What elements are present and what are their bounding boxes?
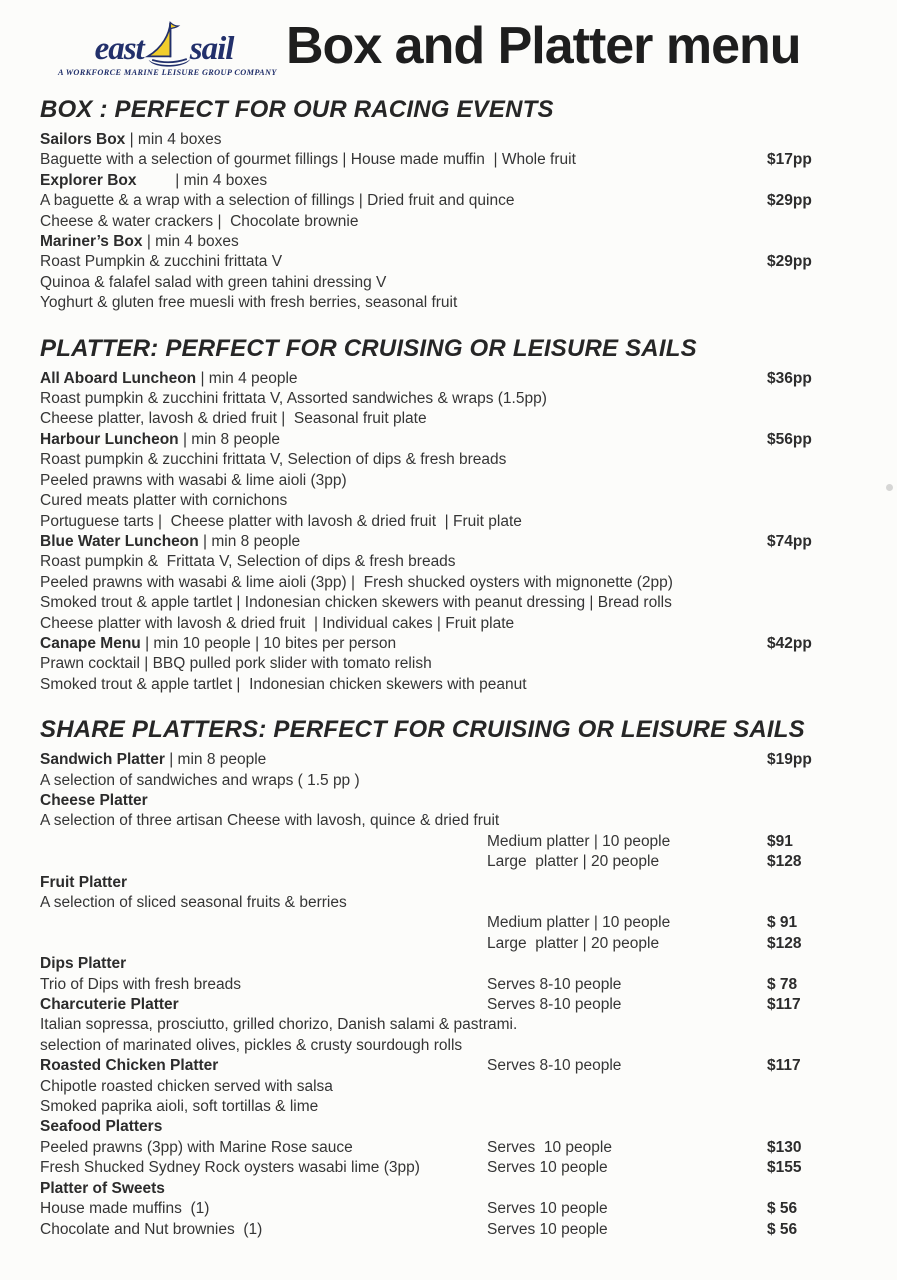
- menu-row: [40, 771, 867, 791]
- page-title: Box and Platter menu: [286, 17, 801, 75]
- serves-text: Serves 8-10 people: [487, 975, 622, 993]
- item-name: Fruit Platter: [40, 873, 127, 891]
- item-name: All Aboard Luncheon: [40, 369, 197, 387]
- serves-text: Medium platter | 10 people: [487, 914, 671, 932]
- logo-tagline: A WORKFORCE MARINE LEISURE GROUP COMPANY: [58, 68, 277, 77]
- price: $19pp: [767, 751, 812, 769]
- menu-row: [40, 954, 867, 974]
- item-text: [40, 1015, 518, 1035]
- menu-row: [40, 212, 867, 232]
- menu-row: [40, 191, 867, 211]
- item-desc: Peeled prawns (3pp) with Marine Rose sauce: [40, 1138, 353, 1156]
- serves-text: Serves 10 people: [487, 1220, 608, 1238]
- menu-row: [40, 273, 867, 293]
- item-text: [40, 1077, 487, 1097]
- serves-text: Serves 10 people: [487, 1200, 608, 1218]
- menu-row: [40, 130, 867, 150]
- serves-text: Serves 10 people: [487, 1159, 608, 1177]
- item-desc: A selection of three artisan Cheese with lavosh, quince & dried fruit: [40, 812, 500, 830]
- menu-row: [40, 409, 867, 429]
- item-text: [40, 634, 487, 654]
- price: $17pp: [767, 151, 812, 169]
- price: $91: [767, 832, 793, 850]
- item-name: Sandwich Platter: [40, 751, 165, 769]
- serves-text: Large platter | 20 people: [487, 853, 660, 871]
- item-name: Canape Menu: [40, 634, 141, 652]
- menu-row: [40, 1036, 867, 1056]
- serves-text: Serves 8-10 people: [487, 996, 622, 1014]
- price: $29pp: [767, 192, 812, 210]
- item-desc: Portuguese tarts | Cheese platter with lavosh & dried fruit | Fruit plate: [40, 512, 522, 530]
- item-text: [40, 995, 487, 1015]
- item-text: [40, 1117, 487, 1137]
- price: $130: [767, 1138, 802, 1156]
- item-desc: A selection of sliced seasonal fruits & berries: [40, 894, 347, 911]
- price: $155: [767, 1159, 802, 1177]
- serves-text: Large platter | 20 people: [487, 934, 660, 952]
- menu-row: [40, 252, 867, 272]
- item-desc: Baguette with a selection of gourmet fillings | House made muffin | Whole fruit: [40, 151, 576, 169]
- price: $74pp: [767, 532, 812, 550]
- menu-row: [40, 1138, 867, 1158]
- item-text: [40, 1220, 487, 1240]
- item-desc: | min 10 people | 10 bites per person: [140, 634, 397, 652]
- item-text: [40, 975, 487, 995]
- item-text: [40, 771, 487, 791]
- sailboat-icon: [140, 20, 192, 72]
- price: $42pp: [767, 634, 812, 652]
- item-text: [40, 450, 507, 470]
- item-text: [40, 1056, 487, 1076]
- item-name: Blue Water Luncheon: [40, 532, 199, 550]
- item-desc: | min 4 boxes: [142, 233, 239, 251]
- price: $36pp: [767, 369, 812, 387]
- item-text: [40, 171, 487, 191]
- item-text: [40, 811, 500, 831]
- item-text: [40, 791, 487, 811]
- item-text: [40, 573, 673, 593]
- menu-row: [40, 491, 867, 511]
- menu-row: [40, 634, 867, 654]
- menu-row: [40, 893, 867, 913]
- item-name: Cheese Platter: [40, 791, 148, 809]
- header: [40, 16, 867, 77]
- price: $ 91: [767, 914, 798, 932]
- menu-row: [40, 532, 867, 552]
- item-text: [40, 893, 487, 913]
- menu-row: [40, 934, 867, 954]
- brand-word-sail: sail: [189, 31, 234, 67]
- menu-row: [40, 614, 867, 634]
- menu-row: [40, 1199, 867, 1219]
- menu-row: [40, 471, 867, 491]
- item-text: [40, 675, 527, 695]
- item-desc: | min 8 people: [178, 430, 281, 448]
- item-desc: Cheese platter, lavosh & dried fruit | Seasonal fruit plate: [40, 410, 427, 428]
- item-desc: Smoked trout & apple tartlet | Indonesian chicken skewers with peanut dressing | Bread rolls: [40, 594, 672, 612]
- serves-text: Serves 8-10 people: [487, 1057, 622, 1075]
- price: $ 56: [767, 1200, 798, 1218]
- item-desc: Yoghurt & gluten free muesli with fresh berries, seasonal fruit: [40, 294, 458, 312]
- item-text: [40, 532, 487, 552]
- item-text: [40, 1138, 487, 1158]
- menu-row: [40, 811, 867, 831]
- price: $29pp: [767, 253, 812, 271]
- item-text: [40, 1097, 487, 1117]
- menu-row: [40, 1056, 867, 1076]
- item-desc: | min 4 boxes: [125, 131, 222, 148]
- item-desc: | min 8 people: [198, 532, 301, 550]
- item-text: [40, 430, 487, 450]
- item-desc: Roast pumpkin & Frittata V, Selection of dips & fresh breads: [40, 553, 456, 571]
- menu-row: [40, 389, 867, 409]
- price: $128: [767, 934, 802, 952]
- item-text: [40, 191, 515, 211]
- item-text: [40, 130, 487, 150]
- section-heading: SHARE PLATTERS: PERFECT FOR CRUISING OR LEISURE SAILS: [40, 716, 805, 744]
- item-text: [40, 552, 487, 572]
- menu-section: [40, 716, 867, 1240]
- item-desc: Chipotle roasted chicken served with salsa: [40, 1077, 333, 1095]
- item-name: Harbour Luncheon: [40, 430, 179, 448]
- item-text: [40, 1158, 487, 1178]
- item-desc: Italian sopressa, prosciutto, grilled chorizo, Danish salami & pastrami.: [40, 1016, 518, 1034]
- menu-row: [40, 552, 867, 572]
- item-desc: Peeled prawns with wasabi & lime aioli (3pp) | Fresh shucked oysters with mignonette (2pp): [40, 573, 673, 591]
- menu-sections: [40, 96, 867, 1240]
- item-name: Seafood Platters: [40, 1118, 163, 1136]
- item-name: Sailors Box: [40, 131, 126, 148]
- item-desc: Cured meats platter with cornichons: [40, 492, 288, 510]
- item-desc: Smoked paprika aioli, soft tortillas & lime: [40, 1098, 319, 1116]
- item-desc: Fresh Shucked Sydney Rock oysters wasabi lime (3pp): [40, 1159, 420, 1177]
- menu-row: [40, 593, 867, 613]
- menu-row: [40, 1077, 867, 1097]
- item-desc: A selection of sandwiches and wraps ( 1.5 pp ): [40, 771, 360, 789]
- item-text: [40, 954, 487, 974]
- item-text: [40, 369, 487, 389]
- menu-row: [40, 369, 867, 389]
- item-text: [40, 232, 487, 252]
- item-text: [40, 512, 522, 532]
- item-desc: Roast Pumpkin & zucchini frittata V: [40, 253, 283, 271]
- menu-row: [40, 1158, 867, 1178]
- menu-row: [40, 1220, 867, 1240]
- menu-row: [40, 750, 867, 770]
- menu-row: [40, 832, 867, 852]
- menu-row: [40, 512, 867, 532]
- item-text: [40, 293, 487, 313]
- serves-text: Medium platter | 10 people: [487, 832, 671, 850]
- item-text: [40, 150, 576, 170]
- menu-row: [40, 293, 867, 313]
- item-name: Roasted Chicken Platter: [40, 1057, 219, 1075]
- menu-row: [40, 232, 867, 252]
- brand-word-east: east: [94, 31, 144, 67]
- menu-section: [40, 335, 867, 696]
- item-desc: Prawn cocktail | BBQ pulled pork slider with tomato relish: [40, 655, 432, 673]
- item-desc: | min 4 boxes: [136, 171, 268, 189]
- item-text: [40, 1199, 487, 1219]
- item-text: [40, 273, 487, 293]
- item-text: [40, 614, 515, 634]
- item-desc: | min 8 people: [164, 751, 267, 769]
- menu-row: [40, 675, 867, 695]
- item-text: [40, 654, 487, 674]
- menu-row: [40, 873, 867, 893]
- menu-row: [40, 1179, 867, 1199]
- item-text: [40, 873, 487, 893]
- item-name: Explorer Box: [40, 171, 137, 189]
- serves-text: Serves 10 people: [487, 1138, 612, 1156]
- item-text: [40, 471, 487, 491]
- menu-row: [40, 1117, 867, 1137]
- item-text: [40, 389, 547, 409]
- item-text: [40, 1036, 487, 1056]
- item-text: [40, 593, 672, 613]
- item-text: [40, 212, 487, 232]
- logo-row: [58, 20, 270, 66]
- item-desc: Roast pumpkin & zucchini frittata V, Assorted sandwiches & wraps (1.5pp): [40, 390, 547, 408]
- menu-row: [40, 430, 867, 450]
- menu-row: [40, 450, 867, 470]
- item-name: Dips Platter: [40, 955, 127, 973]
- price: $117: [767, 1057, 801, 1075]
- item-desc: | min 4 people: [196, 369, 298, 387]
- eastsail-logo: [58, 20, 277, 77]
- item-desc: Peeled prawns with wasabi & lime aioli (3pp): [40, 471, 347, 489]
- price: $128: [767, 853, 802, 871]
- item-desc: Cheese platter with lavosh & dried fruit | Individual cakes | Fruit plate: [40, 614, 515, 632]
- menu-row: [40, 654, 867, 674]
- menu-section: [40, 96, 867, 314]
- menu-row: [40, 852, 867, 872]
- section-heading: PLATTER: PERFECT FOR CRUISING OR LEISURE SAILS: [40, 334, 697, 362]
- menu-row: [40, 573, 867, 593]
- item-name: Mariner’s Box: [40, 233, 143, 251]
- item-desc: Roast pumpkin & zucchini frittata V, Selection of dips & fresh breads: [40, 451, 507, 469]
- menu-row: [40, 791, 867, 811]
- item-desc: Trio of Dips with fresh breads: [40, 975, 242, 993]
- price: $ 78: [767, 975, 798, 993]
- item-desc: Smoked trout & apple tartlet | Indonesian chicken skewers with peanut: [40, 675, 527, 693]
- item-text: [40, 1179, 487, 1199]
- section-heading: BOX : PERFECT FOR OUR RACING EVENTS: [40, 96, 554, 123]
- item-name: Charcuterie Platter: [40, 996, 179, 1014]
- item-desc: selection of marinated olives, pickles & crusty sourdough rolls: [40, 1036, 463, 1054]
- menu-row: [40, 995, 867, 1015]
- price: $117: [767, 996, 801, 1014]
- menu-row: [40, 913, 867, 933]
- item-text: [40, 409, 487, 429]
- item-text: [40, 252, 487, 272]
- item-desc: A baguette & a wrap with a selection of fillings | Dried fruit and quince: [40, 192, 515, 210]
- menu-row: [40, 150, 867, 170]
- item-desc: Cheese & water crackers | Chocolate brownie: [40, 212, 359, 230]
- item-desc: Chocolate and Nut brownies (1): [40, 1220, 263, 1238]
- item-text: [40, 491, 487, 511]
- menu-row: [40, 1015, 867, 1035]
- item-name: Platter of Sweets: [40, 1179, 165, 1197]
- price: $56pp: [767, 430, 812, 448]
- item-desc: House made muffins (1): [40, 1200, 210, 1218]
- menu-row: [40, 1097, 867, 1117]
- item-text: [40, 750, 487, 770]
- menu-row: [40, 975, 867, 995]
- item-desc: Quinoa & falafel salad with green tahini dressing V: [40, 273, 387, 291]
- menu-row: [40, 171, 867, 191]
- scan-speck: [886, 484, 893, 491]
- price: $ 56: [767, 1220, 798, 1238]
